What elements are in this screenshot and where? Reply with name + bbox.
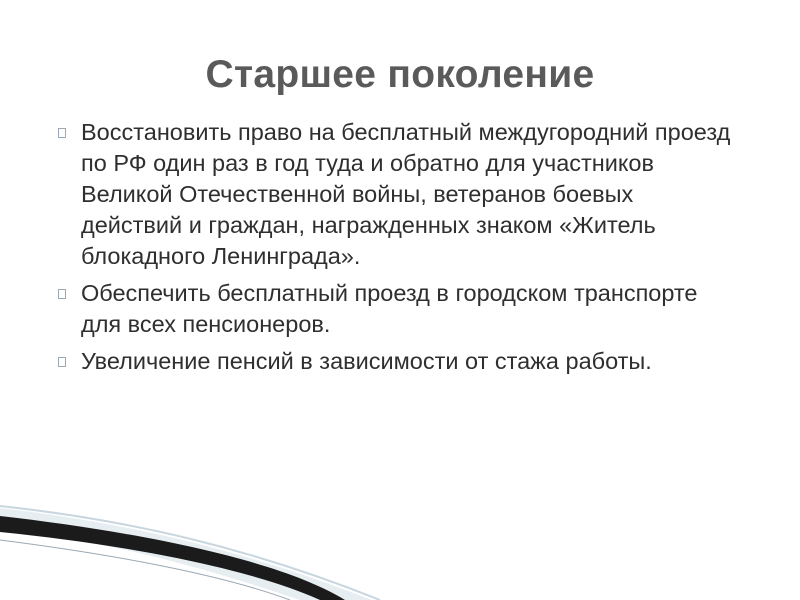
slide-title: Старшее поколение — [205, 53, 595, 96]
bullet-text: Восстановить право на бесплатный междугородний проезд по РФ один раз в год туда и обратно для участников Великой Отечественной войны, ветеранов боевых действий и граждан, награжденных знаком «Житель блокадного Ленинграда». — [81, 119, 731, 269]
bullet-text: Обеспечить бесплатный проезд в городском транспорте для всех пенсионеров. — [81, 280, 698, 337]
bullet-text: Увеличение пенсий в зависимости от стажа работы. — [81, 348, 652, 374]
